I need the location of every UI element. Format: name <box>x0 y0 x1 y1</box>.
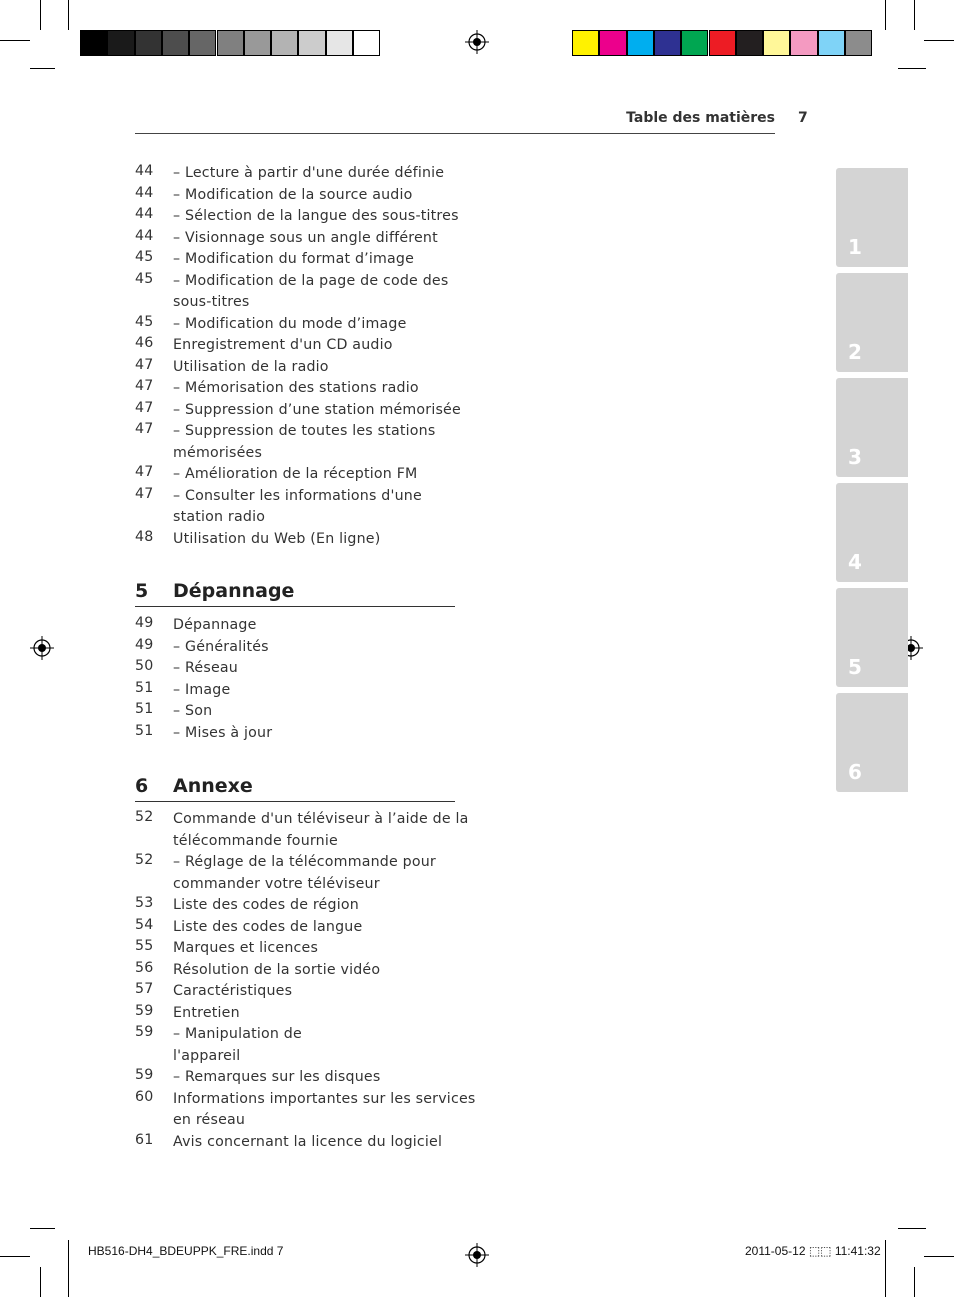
crop-mark <box>898 68 926 69</box>
crop-mark <box>30 68 55 69</box>
toc-page-number: 50 <box>135 658 154 674</box>
toc-entry-text: – Suppression de toutes les stations <box>173 423 436 439</box>
color-swatch <box>217 30 244 56</box>
toc-page-number: 44 <box>135 163 154 179</box>
running-header-title: Table des matières <box>626 110 775 126</box>
toc-page-number: 46 <box>135 335 154 351</box>
toc-page-number: 47 <box>135 421 154 437</box>
chapter-tab-6[interactable] <box>836 693 908 792</box>
toc-entry-text: Utilisation de la radio <box>173 358 329 375</box>
color-swatch <box>135 30 162 56</box>
toc-page-number: 45 <box>135 270 154 287</box>
color-swatch <box>353 30 380 56</box>
toc-entry-text: – Modification du format d’image <box>173 251 415 267</box>
toc-entry-text: Informations importantes sur les services <box>173 1090 476 1107</box>
toc-entry-text-continued: commander votre téléviseur <box>173 875 380 892</box>
toc-entry-text: Résolution de la sortie vidéo <box>173 961 381 978</box>
toc-page-number: 59 <box>135 1024 154 1040</box>
toc-page-number: 53 <box>135 895 154 911</box>
toc-entry-text: Entretien <box>173 1004 240 1021</box>
toc-page-number: 57 <box>135 981 154 997</box>
toc-entry-text: – Modification de la page de code des <box>173 272 449 289</box>
toc-entry-text: – Son <box>173 703 213 719</box>
color-swatch <box>736 30 763 56</box>
toc-entry-text: Caractéristiques <box>173 983 293 999</box>
toc-page-number: 45 <box>135 249 154 265</box>
toc-page-number: 59 <box>135 1067 154 1083</box>
header-rule <box>135 133 775 134</box>
crop-mark <box>68 0 69 30</box>
toc-entry-text: – Modification de la source audio <box>173 186 413 203</box>
toc-entry-text: Marques et licences <box>173 940 319 956</box>
toc-entry-text: Commande d'un téléviseur à l’aide de la <box>173 811 469 827</box>
crop-mark <box>68 1240 69 1297</box>
toc-entry-text: – Mémorisation des stations radio <box>173 380 419 396</box>
color-swatch <box>654 30 681 56</box>
chapter-tab-number: 4 <box>848 550 862 574</box>
toc-entry-text: – Image <box>173 681 231 698</box>
toc-page-number: 48 <box>135 528 154 545</box>
toc-entry-text: – Mises à jour <box>173 724 273 741</box>
section-title: Dépannage <box>173 580 295 602</box>
crop-mark <box>40 1267 41 1297</box>
toc-page-number: 47 <box>135 356 154 373</box>
chapter-tab-number: 1 <box>848 235 862 259</box>
color-swatch <box>681 30 708 56</box>
color-swatch <box>107 30 134 56</box>
toc-page-number: 54 <box>135 916 154 933</box>
toc-page-number: 47 <box>135 378 154 394</box>
toc-entry-text: Dépannage <box>173 617 257 633</box>
color-swatch <box>627 30 654 56</box>
toc-entry-text: – Réglage de la télécommande pour <box>173 854 436 870</box>
toc-entry-text: – Lecture à partir d'une durée définie <box>173 165 445 181</box>
toc-entry-text-continued: station radio <box>173 509 266 525</box>
toc-entry-text: – Réseau <box>173 660 238 676</box>
crop-mark <box>0 40 30 41</box>
toc-entry-text: – Visionnage sous un angle différent <box>173 229 438 246</box>
section-number: 6 <box>135 775 149 797</box>
color-swatch <box>599 30 626 56</box>
chapter-tab-5[interactable] <box>836 588 908 687</box>
color-swatch <box>790 30 817 56</box>
toc-entry-text-continued: l'appareil <box>173 1047 241 1064</box>
section-heading-5 <box>135 580 455 607</box>
color-swatch <box>326 30 353 56</box>
toc-entry-text-continued: télécommande fournie <box>173 832 338 849</box>
toc-page-number: 61 <box>135 1131 154 1148</box>
chapter-tab-number: 3 <box>848 445 862 469</box>
chapter-tab-number: 2 <box>848 340 862 364</box>
toc-entry-text: – Amélioration de la réception FM <box>173 466 418 482</box>
toc-page-number: 52 <box>135 852 154 868</box>
color-swatch <box>298 30 325 56</box>
toc-page-number: 44 <box>135 184 154 201</box>
toc-page-number: 47 <box>135 399 154 416</box>
chapter-tab-2[interactable] <box>836 273 908 372</box>
crop-mark <box>924 40 954 41</box>
toc-page-number: 49 <box>135 615 154 631</box>
crop-mark <box>40 0 41 30</box>
toc-entry-text: – Suppression d’une station mémorisée <box>173 401 461 418</box>
toc-entry-text-continued: mémorisées <box>173 444 263 461</box>
section-heading-6 <box>135 775 455 802</box>
color-swatch <box>818 30 845 56</box>
toc-page-number: 51 <box>135 701 154 717</box>
color-swatch <box>244 30 271 56</box>
crop-mark <box>885 1240 886 1297</box>
toc-entry-text: Liste des codes de langue <box>173 918 363 935</box>
toc-page-number: 60 <box>135 1088 154 1105</box>
crop-mark <box>885 0 886 30</box>
toc-page-number: 45 <box>135 313 154 330</box>
toc-page-number: 47 <box>135 464 154 480</box>
toc-page-number: 52 <box>135 809 154 825</box>
toc-entry-text-continued: en réseau <box>173 1112 246 1128</box>
chapter-tab-3[interactable] <box>836 378 908 477</box>
toc-page-number: 55 <box>135 938 154 954</box>
toc-page-number: 51 <box>135 679 154 696</box>
footer-timestamp: 2011-05-12 ⬚⬚ 11:41:32 <box>745 1244 881 1258</box>
registration-mark-icon <box>30 636 54 660</box>
chapter-tab-number: 5 <box>848 655 862 679</box>
toc-entry-text: – Remarques sur les disques <box>173 1069 381 1085</box>
toc-entry-text: – Modification du mode d’image <box>173 315 407 332</box>
section-number: 5 <box>135 580 149 602</box>
toc-entry-text: Enregistrement d'un CD audio <box>173 337 393 353</box>
toc-entry-text: – Consulter les informations d'une <box>173 487 422 504</box>
crop-mark <box>30 1228 55 1229</box>
toc-entry-text: – Sélection de la langue des sous-titres <box>173 208 459 224</box>
crop-mark <box>924 1256 954 1257</box>
color-swatch <box>189 30 216 56</box>
crop-mark <box>0 1256 30 1257</box>
toc-page-number: 49 <box>135 636 154 653</box>
color-swatch <box>572 30 599 56</box>
chapter-tab-number: 6 <box>848 760 862 784</box>
toc-entry-text: Avis concernant la licence du logiciel <box>173 1133 443 1150</box>
chapter-tab-4[interactable] <box>836 483 908 582</box>
toc-page-number: 51 <box>135 722 154 739</box>
page-number: 7 <box>798 110 808 126</box>
registration-mark-icon <box>465 30 489 54</box>
toc-entry-text: – Généralités <box>173 638 269 655</box>
toc-page-number: 44 <box>135 206 154 222</box>
toc-page-number: 59 <box>135 1002 154 1019</box>
section-title: Annexe <box>173 775 253 797</box>
toc-entry-text: Utilisation du Web (En ligne) <box>173 530 381 547</box>
footer-file-name: HB516-DH4_BDEUPPK_FRE.indd 7 <box>88 1244 284 1258</box>
color-swatch <box>709 30 736 56</box>
registration-mark-icon <box>465 1243 489 1267</box>
toc-entry-text-continued: sous-titres <box>173 294 250 310</box>
toc-page-number: 47 <box>135 485 154 502</box>
crop-mark <box>914 1267 915 1297</box>
color-swatch <box>162 30 189 56</box>
color-swatch <box>271 30 298 56</box>
toc-entry-text: Liste des codes de région <box>173 897 359 913</box>
toc-page-number: 44 <box>135 227 154 244</box>
crop-mark <box>898 1228 926 1229</box>
toc-page-number: 56 <box>135 959 154 976</box>
color-swatch <box>80 30 107 56</box>
crop-mark <box>914 0 915 30</box>
color-swatch <box>845 30 872 56</box>
chapter-tab-1[interactable] <box>836 168 908 267</box>
toc-entry-text: – Manipulation de <box>173 1026 302 1042</box>
color-swatch <box>763 30 790 56</box>
